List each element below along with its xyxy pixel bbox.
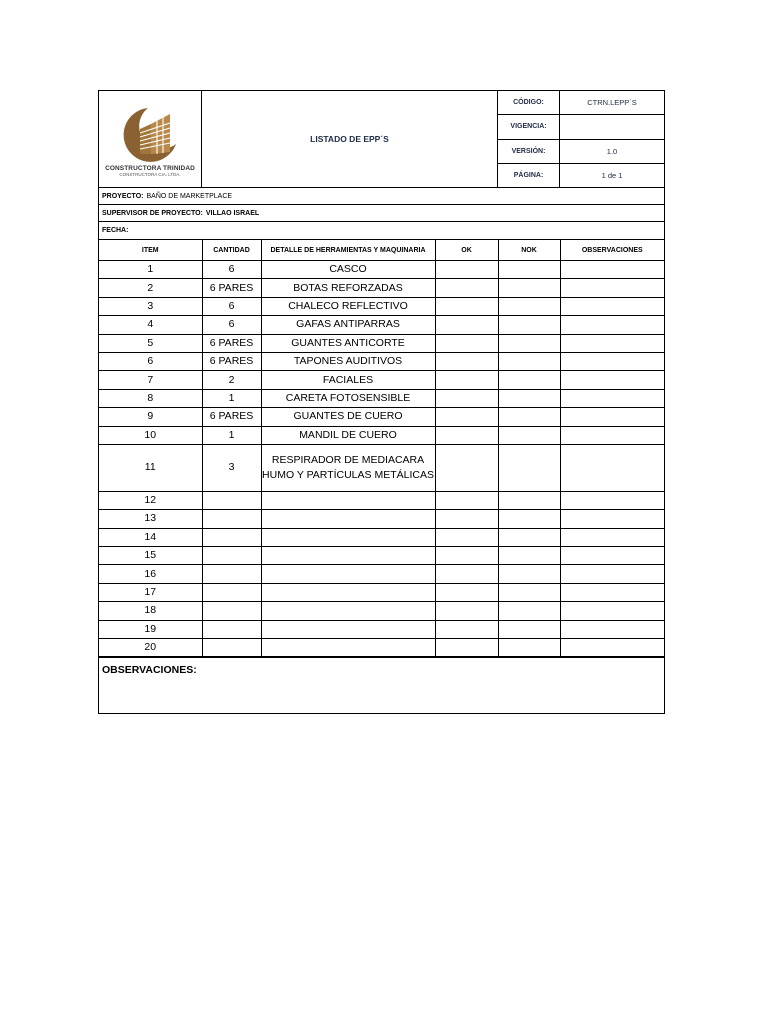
meta-label: PÁGINA: [498, 164, 560, 187]
nok-cell [498, 602, 560, 620]
detalle-cell [261, 602, 435, 620]
observaciones-cell [560, 620, 664, 638]
table-row [99, 371, 664, 389]
column-header-observaciones: OBSERVACIONES [560, 240, 664, 261]
ok-cell [435, 639, 498, 657]
cantidad-cell [202, 583, 261, 601]
detalle-cell: BOTAS REFORZADAS [261, 279, 435, 297]
column-header-ok: OK [435, 240, 498, 261]
cantidad-cell: 1 [202, 389, 261, 407]
meta-label: VERSIÓN: [498, 140, 560, 163]
item-cell: 15 [99, 547, 202, 565]
cantidad-cell: 1 [202, 426, 261, 444]
table-row [99, 491, 664, 509]
observaciones-cell [560, 602, 664, 620]
column-header-cantidad: CANTIDAD [202, 240, 261, 261]
cantidad-cell [202, 639, 261, 657]
nok-cell [498, 352, 560, 370]
table-row [99, 602, 664, 620]
meta-row-pagina [498, 164, 664, 187]
item-cell: 12 [99, 491, 202, 509]
observaciones-cell [560, 316, 664, 334]
nok-cell [498, 510, 560, 528]
table-row [99, 352, 664, 370]
observaciones-cell [560, 491, 664, 509]
epp-form [98, 90, 665, 714]
detalle-cell [261, 528, 435, 546]
observaciones-cell [560, 565, 664, 583]
nok-cell [498, 279, 560, 297]
detalle-cell: CARETA FOTOSENSIBLE [261, 389, 435, 407]
table-row [99, 297, 664, 315]
item-cell: 1 [99, 261, 202, 279]
observaciones-box [99, 657, 664, 713]
cantidad-cell: 6 [202, 261, 261, 279]
cantidad-cell: 6 PARES [202, 334, 261, 352]
ok-cell [435, 491, 498, 509]
observaciones-cell [560, 261, 664, 279]
document-meta [498, 91, 664, 187]
item-cell: 11 [99, 444, 202, 491]
date-label: FECHA: [102, 227, 129, 234]
meta-row-codigo [498, 91, 664, 115]
cantidad-cell: 2 [202, 371, 261, 389]
nok-cell [498, 261, 560, 279]
column-header-item: ITEM [99, 240, 202, 261]
table-row [99, 510, 664, 528]
detalle-cell [261, 565, 435, 583]
logo-company-name: CONSTRUCTORA TRINIDAD [105, 164, 195, 172]
detalle-cell: MANDIL DE CUERO [261, 426, 435, 444]
detalle-cell: TAPONES AUDITIVOS [261, 352, 435, 370]
project-row [99, 188, 664, 205]
ok-cell [435, 334, 498, 352]
item-cell: 4 [99, 316, 202, 334]
item-cell: 20 [99, 639, 202, 657]
table-row [99, 261, 664, 279]
nok-cell [498, 547, 560, 565]
epp-table [99, 239, 664, 657]
building-logo-icon [118, 102, 182, 164]
supervisor-label: SUPERVISOR DE PROYECTO: [102, 209, 203, 217]
column-header-nok: NOK [498, 240, 560, 261]
cantidad-cell [202, 547, 261, 565]
cantidad-cell: 6 PARES [202, 408, 261, 426]
ok-cell [435, 426, 498, 444]
table-row [99, 426, 664, 444]
item-cell: 14 [99, 528, 202, 546]
table-header-row [99, 240, 664, 261]
column-header-detalle: DETALLE DE HERRAMIENTAS Y MAQUINARIA [261, 240, 435, 261]
ok-cell [435, 261, 498, 279]
nok-cell [498, 444, 560, 491]
ok-cell [435, 316, 498, 334]
ok-cell [435, 528, 498, 546]
table-row [99, 408, 664, 426]
project-value: BAÑO DE MARKETPLACE [146, 192, 233, 200]
ok-cell [435, 389, 498, 407]
item-cell: 3 [99, 297, 202, 315]
cantidad-cell [202, 620, 261, 638]
table-row [99, 528, 664, 546]
cantidad-cell [202, 602, 261, 620]
item-cell: 5 [99, 334, 202, 352]
item-cell: 8 [99, 389, 202, 407]
observaciones-cell [560, 352, 664, 370]
meta-value: CTRN.LEPP´S [587, 98, 637, 108]
ok-cell [435, 510, 498, 528]
detalle-cell [261, 620, 435, 638]
ok-cell [435, 583, 498, 601]
item-cell: 10 [99, 426, 202, 444]
cantidad-cell: 6 [202, 297, 261, 315]
detalle-cell: FACIALES [261, 371, 435, 389]
observaciones-cell [560, 547, 664, 565]
table-row [99, 389, 664, 407]
observaciones-cell [560, 389, 664, 407]
ok-cell [435, 565, 498, 583]
nok-cell [498, 371, 560, 389]
detalle-cell [261, 510, 435, 528]
cantidad-cell [202, 510, 261, 528]
item-cell: 16 [99, 565, 202, 583]
detalle-cell: RESPIRADOR DE MEDIACARA HUMO Y PARTÍCULAS METÁLICAS [261, 444, 435, 491]
item-cell: 6 [99, 352, 202, 370]
table-row [99, 444, 664, 491]
detalle-cell [261, 639, 435, 657]
company-logo [99, 91, 202, 187]
observaciones-cell [560, 528, 664, 546]
nok-cell [498, 316, 560, 334]
cantidad-cell [202, 528, 261, 546]
item-cell: 17 [99, 583, 202, 601]
nok-cell [498, 583, 560, 601]
table-row [99, 279, 664, 297]
item-cell: 13 [99, 510, 202, 528]
nok-cell [498, 565, 560, 583]
table-row [99, 620, 664, 638]
observaciones-cell [560, 639, 664, 657]
table-row [99, 583, 664, 601]
ok-cell [435, 620, 498, 638]
item-cell: 18 [99, 602, 202, 620]
cantidad-cell: 6 PARES [202, 352, 261, 370]
detalle-cell: GUANTES DE CUERO [261, 408, 435, 426]
table-row [99, 547, 664, 565]
observaciones-cell [560, 334, 664, 352]
detalle-cell: CHALECO REFLECTIVO [261, 297, 435, 315]
meta-value [560, 115, 664, 138]
observaciones-cell [560, 444, 664, 491]
nok-cell [498, 334, 560, 352]
detalle-cell: CASCO [261, 261, 435, 279]
cantidad-cell: 6 [202, 316, 261, 334]
detalle-cell [261, 547, 435, 565]
observaciones-cell [560, 408, 664, 426]
meta-label: CÓDIGO: [498, 91, 560, 114]
table-row [99, 565, 664, 583]
table-row [99, 334, 664, 352]
observaciones-cell [560, 279, 664, 297]
detalle-cell: GUANTES ANTICORTE [261, 334, 435, 352]
item-cell: 2 [99, 279, 202, 297]
table-row [99, 316, 664, 334]
nok-cell [498, 389, 560, 407]
supervisor-row [99, 205, 664, 222]
observaciones-cell [560, 510, 664, 528]
form-title: LISTADO DE EPP´S [202, 91, 498, 187]
detalle-cell: GAFAS ANTIPARRAS [261, 316, 435, 334]
form-header [99, 91, 664, 188]
observaciones-label: OBSERVACIONES: [102, 664, 197, 677]
item-cell: 9 [99, 408, 202, 426]
cantidad-cell: 6 PARES [202, 279, 261, 297]
meta-value: 1.0 [606, 146, 618, 156]
nok-cell [498, 620, 560, 638]
observaciones-cell [560, 297, 664, 315]
cantidad-cell: 3 [202, 444, 261, 491]
cantidad-cell [202, 491, 261, 509]
ok-cell [435, 371, 498, 389]
date-row [99, 222, 664, 239]
observaciones-cell [560, 371, 664, 389]
ok-cell [435, 602, 498, 620]
nok-cell [498, 297, 560, 315]
ok-cell [435, 408, 498, 426]
ok-cell [435, 279, 498, 297]
observaciones-cell [560, 583, 664, 601]
ok-cell [435, 297, 498, 315]
detalle-cell [261, 583, 435, 601]
project-label: PROYECTO: [102, 192, 144, 200]
meta-label: VIGENCIA: [498, 115, 560, 138]
supervisor-value: VILLAO ISRAEL [205, 209, 260, 217]
ok-cell [435, 444, 498, 491]
ok-cell [435, 547, 498, 565]
item-cell: 7 [99, 371, 202, 389]
meta-value: 1 de 1 [601, 170, 623, 180]
detalle-cell [261, 491, 435, 509]
table-row [99, 639, 664, 657]
item-cell: 19 [99, 620, 202, 638]
nok-cell [498, 408, 560, 426]
nok-cell [498, 426, 560, 444]
ok-cell [435, 352, 498, 370]
observaciones-cell [560, 426, 664, 444]
logo-subtitle: CONSTRUCTORA CIA. LTDA. [119, 171, 181, 177]
nok-cell [498, 491, 560, 509]
meta-row-vigencia [498, 115, 664, 139]
cantidad-cell [202, 565, 261, 583]
nok-cell [498, 528, 560, 546]
meta-row-version [498, 140, 664, 164]
nok-cell [498, 639, 560, 657]
